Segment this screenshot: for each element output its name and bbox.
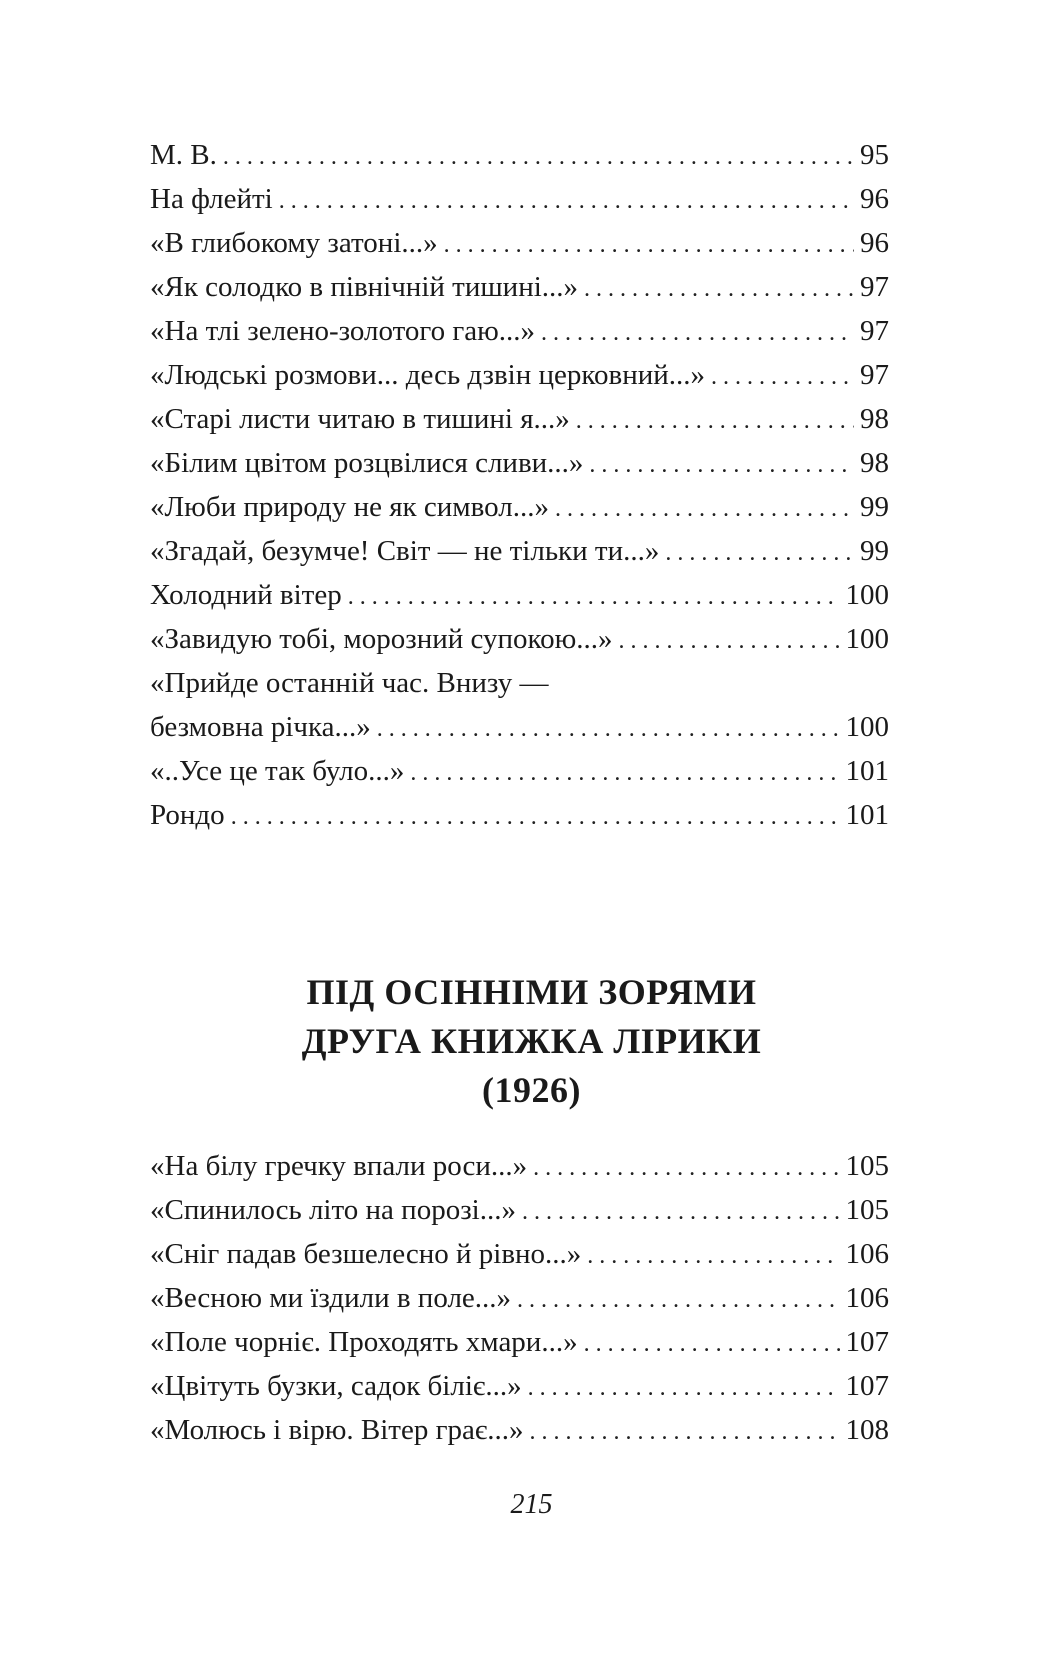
toc-entry-title: «Люби природу не як символ...» xyxy=(150,491,549,523)
toc-entry xyxy=(150,397,889,441)
toc-entry xyxy=(150,309,889,353)
section-heading xyxy=(0,968,1063,1115)
toc-entry-page: 108 xyxy=(845,1414,889,1446)
toc-entry-page: 100 xyxy=(845,579,889,611)
toc-entry-page: 106 xyxy=(845,1238,889,1270)
toc-entry-page: 105 xyxy=(845,1194,889,1226)
toc-entry-page: 97 xyxy=(860,271,889,303)
toc-entry-page: 99 xyxy=(860,535,889,567)
toc-entry-page: 101 xyxy=(845,799,889,831)
toc-entry-page: 100 xyxy=(845,623,889,655)
toc-entry-page: 98 xyxy=(860,403,889,435)
toc-entry-page: 105 xyxy=(845,1150,889,1182)
dot-leader xyxy=(528,1366,840,1410)
toc-list-second xyxy=(150,1144,889,1452)
toc-entry xyxy=(150,353,889,397)
toc-entry xyxy=(150,1276,889,1320)
toc-entry xyxy=(150,1232,889,1276)
toc-entry-title: Холодний вітер xyxy=(150,579,342,611)
dot-leader xyxy=(530,1410,840,1454)
dot-leader xyxy=(555,487,854,531)
toc-entry-title: «Згадай, безумче! Світ — не тільки ти...» xyxy=(150,535,660,567)
toc-entry-title: «Людські розмови... десь дзвін церковний...» xyxy=(150,359,706,391)
toc-entry xyxy=(150,177,889,221)
section-title: ПІД ОСІННІМИ ЗОРЯМИ xyxy=(306,972,757,1012)
toc-entry-title: М. В. xyxy=(150,139,217,171)
section-year: (1926) xyxy=(482,1070,581,1110)
toc-entry-page: 99 xyxy=(860,491,889,523)
toc-entry-title: «В глибокому затоні...» xyxy=(150,227,438,259)
toc-entry-page: 106 xyxy=(845,1282,889,1314)
dot-leader xyxy=(223,135,854,179)
toc-entry-page: 100 xyxy=(845,711,889,743)
dot-leader xyxy=(444,223,854,267)
toc-entry-title: безмовна річка...» xyxy=(150,711,371,743)
dot-leader xyxy=(522,1190,840,1234)
toc-entry-title: «Сніг падав безшелесно й рівно...» xyxy=(150,1238,582,1270)
dot-leader xyxy=(377,707,840,751)
toc-entry-title: «Старі листи читаю в тишині я...» xyxy=(150,403,570,435)
toc-entry xyxy=(150,749,889,793)
dot-leader xyxy=(576,399,854,443)
toc-entry xyxy=(150,1408,889,1452)
dot-leader xyxy=(584,1322,840,1366)
dot-leader xyxy=(584,267,854,311)
toc-entry-title: «Спинилось літо на порозі...» xyxy=(150,1194,516,1226)
dot-leader xyxy=(279,179,854,223)
toc-entry xyxy=(150,705,889,749)
toc-entry-first-line: «Прийде останній час. Внизу — xyxy=(150,667,549,699)
toc-entry-page: 96 xyxy=(860,227,889,259)
toc-entry-title: «Молюсь і вірю. Вітер грає...» xyxy=(150,1414,524,1446)
toc-entry-title: «На білу гречку впали роси...» xyxy=(150,1150,528,1182)
toc-list-first xyxy=(150,133,889,837)
toc-entry-title: «Весною ми їздили в поле...» xyxy=(150,1282,512,1314)
dot-leader xyxy=(533,1146,839,1190)
toc-entry xyxy=(150,529,889,573)
dot-leader xyxy=(517,1278,839,1322)
dot-leader xyxy=(410,751,839,795)
toc-entry-title: Рондо xyxy=(150,799,225,831)
toc-entry xyxy=(150,441,889,485)
toc-entry xyxy=(150,1188,889,1232)
toc-entry xyxy=(150,133,889,177)
toc-entry-title: «На тлі зелено-золотого гаю...» xyxy=(150,315,536,347)
toc-entry-page: 107 xyxy=(845,1370,889,1402)
toc-entry xyxy=(150,1320,889,1364)
dot-leader xyxy=(587,1234,839,1278)
toc-entry-page: 101 xyxy=(845,755,889,787)
toc-entry-page: 107 xyxy=(845,1326,889,1358)
page-number: 215 xyxy=(510,1489,553,1520)
dot-leader xyxy=(711,355,854,399)
section-subtitle: ДРУГА КНИЖКА ЛІРИКИ xyxy=(301,1021,762,1061)
dot-leader xyxy=(348,575,840,619)
toc-entry xyxy=(150,221,889,265)
dot-leader xyxy=(541,311,854,355)
toc-entry-title: На флейті xyxy=(150,183,273,215)
toc-entry-title: «Як солодко в північній тишині...» xyxy=(150,271,579,303)
toc-entry xyxy=(150,1144,889,1188)
dot-leader xyxy=(231,795,840,839)
toc-entry-title: «Цвітуть бузки, садок біліє...» xyxy=(150,1370,522,1402)
toc-entry-page: 98 xyxy=(860,447,889,479)
toc-entry-page: 97 xyxy=(860,359,889,391)
toc-entry-title: «Білим цвітом розцвілися сливи...» xyxy=(150,447,584,479)
toc-entry-page: 97 xyxy=(860,315,889,347)
toc-entry xyxy=(150,485,889,529)
toc-entry-title: «..Усе це так було...» xyxy=(150,755,405,787)
toc-entry-page: 96 xyxy=(860,183,889,215)
toc-entry-page: 95 xyxy=(860,139,889,171)
dot-leader xyxy=(589,443,854,487)
toc-entry xyxy=(150,573,889,617)
toc-entry-title: «Поле чорніє. Проходять хмари...» xyxy=(150,1326,578,1358)
dot-leader xyxy=(619,619,840,663)
toc-entry-title: «Завидую тобі, морозний супокою...» xyxy=(150,623,613,655)
toc-entry xyxy=(150,265,889,309)
toc-entry xyxy=(150,793,889,837)
toc-entry xyxy=(150,617,889,661)
toc-entry xyxy=(150,1364,889,1408)
dot-leader xyxy=(665,531,854,575)
